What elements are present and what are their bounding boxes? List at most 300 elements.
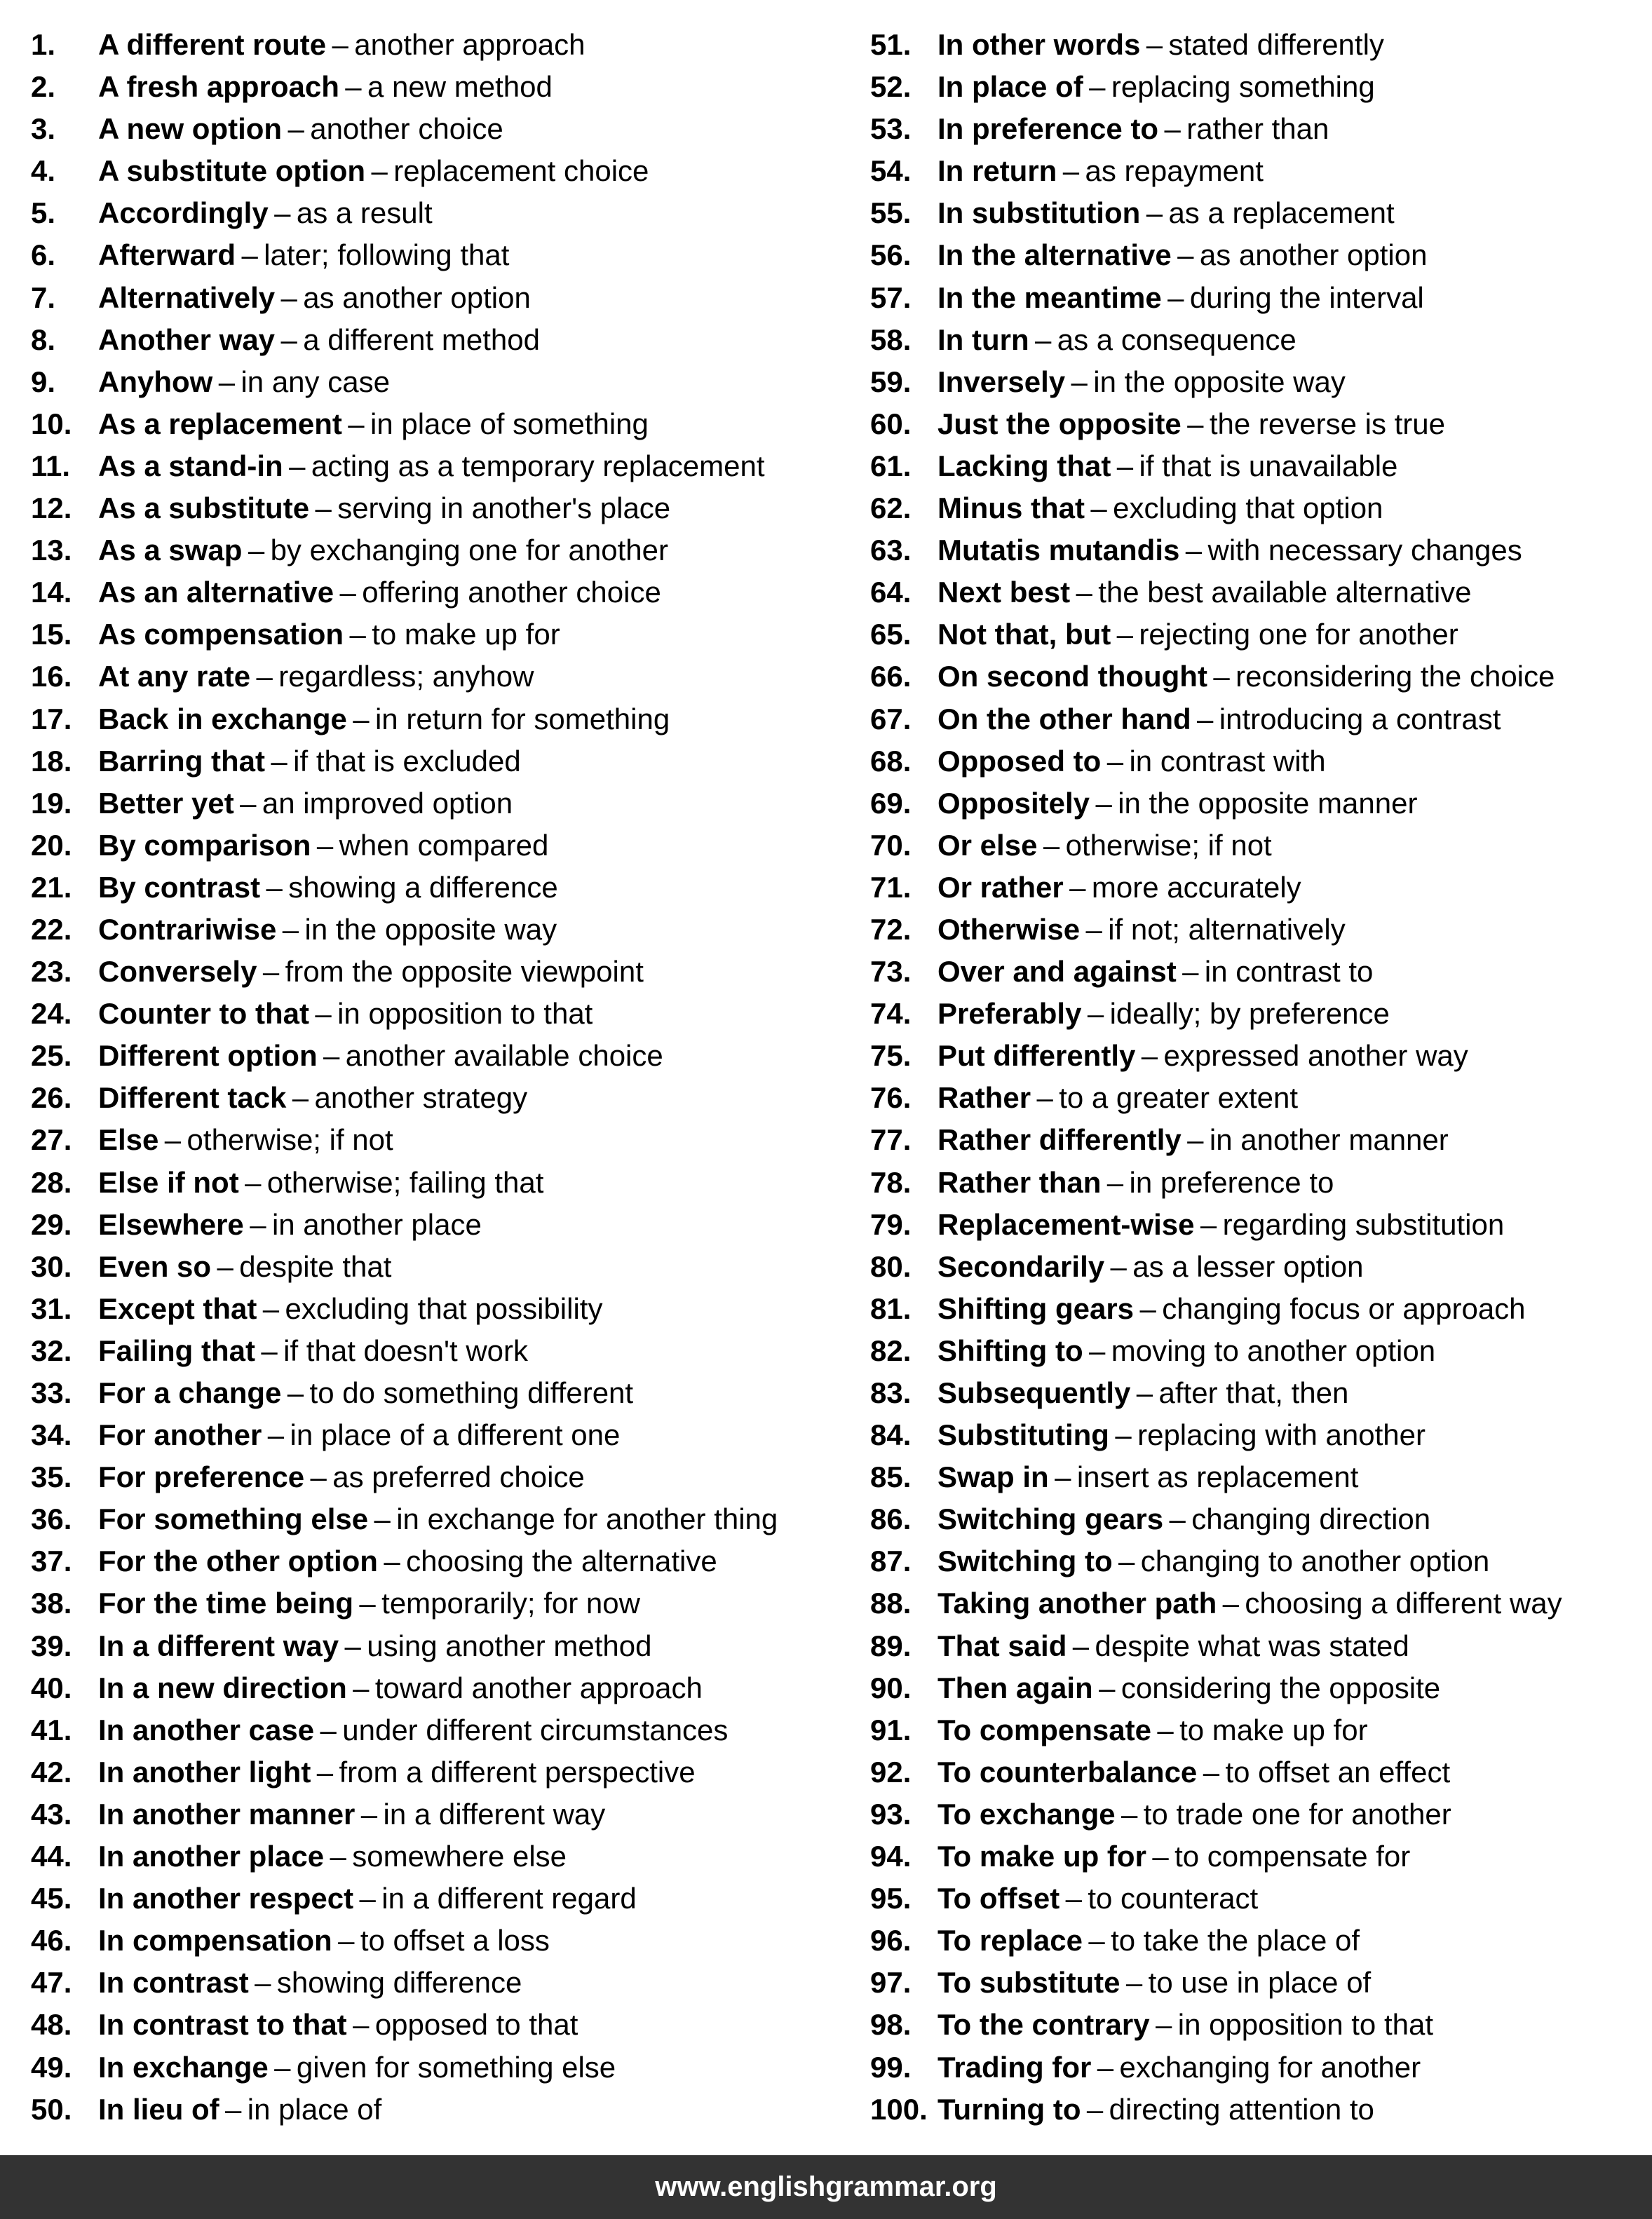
list-item xyxy=(870,2047,1641,2089)
item-text xyxy=(98,2047,616,2089)
item-text xyxy=(937,656,1555,698)
item-number: 52. xyxy=(870,70,912,104)
list-item xyxy=(870,571,1641,613)
item-number: 68. xyxy=(870,744,912,778)
item-separator: – xyxy=(1197,702,1214,735)
item-separator: – xyxy=(349,618,366,651)
item-term: Rather differently xyxy=(937,1123,1182,1157)
item-term: For the other option xyxy=(98,1545,378,1578)
item-term: Turning to xyxy=(937,2092,1081,2126)
item-number: 2. xyxy=(31,70,56,104)
item-definition: considering the opposite xyxy=(1120,1671,1441,1704)
item-text xyxy=(98,2004,578,2046)
item-number: 99. xyxy=(870,2050,912,2084)
list-item xyxy=(31,66,837,108)
item-term: Rather xyxy=(937,1081,1031,1115)
item-definition: offering another choice xyxy=(362,576,661,609)
item-definition: to compensate for xyxy=(1174,1840,1411,1873)
item-separator: – xyxy=(1187,407,1204,440)
item-definition: rather than xyxy=(1186,112,1329,146)
item-separator: – xyxy=(1185,534,1203,567)
item-separator: – xyxy=(245,1165,262,1199)
item-separator: – xyxy=(1089,1334,1106,1367)
item-text xyxy=(98,1119,393,1161)
list-item xyxy=(31,445,837,487)
item-number: 15. xyxy=(31,618,72,651)
item-term: To make up for xyxy=(937,1840,1146,1873)
item-text xyxy=(937,1582,1562,1624)
list-item xyxy=(870,825,1641,867)
list-item xyxy=(31,2089,837,2131)
item-term: To replace xyxy=(937,1924,1083,1957)
item-separator: – xyxy=(271,744,287,778)
item-separator: – xyxy=(1035,323,1052,356)
item-number: 86. xyxy=(870,1502,912,1536)
item-definition: in exchange for another thing xyxy=(396,1502,778,1536)
list-item xyxy=(870,1751,1641,1793)
footer-website: www.englishgrammar.org xyxy=(655,2171,997,2202)
item-text xyxy=(98,1456,585,1498)
item-number: 20. xyxy=(31,828,72,862)
item-text xyxy=(937,403,1445,445)
item-term: In place of xyxy=(937,70,1083,104)
list-item xyxy=(31,1835,837,1878)
list-item xyxy=(31,403,837,445)
item-definition: as preferred choice xyxy=(332,1460,585,1494)
item-separator: – xyxy=(348,407,365,440)
item-number: 75. xyxy=(870,1039,912,1073)
item-number: 62. xyxy=(870,491,912,525)
item-separator: – xyxy=(261,1334,278,1367)
item-term: For the time being xyxy=(98,1587,354,1620)
item-separator: – xyxy=(1097,2050,1114,2084)
item-text xyxy=(937,909,1346,951)
item-number: 9. xyxy=(31,365,56,398)
item-separator: – xyxy=(371,154,388,188)
item-term: In the alternative xyxy=(937,238,1172,272)
item-number: 21. xyxy=(31,870,72,904)
item-separator: – xyxy=(353,1671,370,1704)
item-text xyxy=(937,2089,1374,2131)
item-definition: an improved option xyxy=(262,786,513,820)
item-definition: the best available alternative xyxy=(1098,576,1472,609)
item-term: Substituting xyxy=(937,1418,1109,1452)
item-number: 12. xyxy=(31,491,72,525)
item-text xyxy=(937,150,1264,192)
item-term: Back in exchange xyxy=(98,702,347,735)
list-item xyxy=(31,1540,837,1582)
list-item xyxy=(31,2004,837,2046)
item-text xyxy=(98,740,521,782)
list-item xyxy=(31,1793,837,1835)
item-term: Except that xyxy=(98,1291,257,1325)
item-separator: – xyxy=(323,1039,340,1073)
list-item xyxy=(31,1709,837,1751)
item-definition: when compared xyxy=(339,828,549,862)
item-term: Replacement-wise xyxy=(937,1207,1195,1241)
item-separator: – xyxy=(1110,1249,1127,1283)
item-number: 14. xyxy=(31,576,72,609)
item-definition: if that is excluded xyxy=(293,744,521,778)
list-item xyxy=(870,2004,1641,2046)
list-item xyxy=(31,319,837,361)
item-term: Alternatively xyxy=(98,280,276,314)
item-definition: to offset a loss xyxy=(360,1924,550,1957)
item-separator: – xyxy=(1043,828,1060,862)
item-term: At any rate xyxy=(98,660,251,693)
item-term: Swap in xyxy=(937,1460,1049,1494)
item-number: 91. xyxy=(870,1713,912,1746)
item-definition: in another manner xyxy=(1209,1123,1449,1157)
item-number: 28. xyxy=(31,1165,72,1199)
list-item xyxy=(31,1625,837,1667)
item-separator: – xyxy=(1182,955,1199,989)
item-definition: another approach xyxy=(354,28,585,61)
item-text xyxy=(937,1288,1526,1330)
item-number: 39. xyxy=(31,1629,72,1662)
list-item xyxy=(31,108,837,150)
item-definition: to make up for xyxy=(372,618,560,651)
list-item xyxy=(870,1498,1641,1540)
item-text xyxy=(937,1878,1258,1920)
item-text xyxy=(937,1077,1298,1119)
item-term: On the other hand xyxy=(937,702,1191,735)
item-term: A substitute option xyxy=(98,154,366,188)
item-separator: – xyxy=(256,660,273,693)
list-item xyxy=(870,529,1641,571)
item-text xyxy=(98,613,560,656)
item-definition: in place of xyxy=(247,2092,382,2126)
item-number: 55. xyxy=(870,196,912,230)
item-definition: to trade one for another xyxy=(1143,1797,1451,1831)
item-text xyxy=(98,825,548,867)
item-text xyxy=(937,1667,1440,1709)
list-item xyxy=(31,1456,837,1498)
item-text xyxy=(98,2089,381,2131)
item-text xyxy=(98,1709,728,1751)
item-definition: by exchanging one for another xyxy=(270,534,668,567)
item-number: 54. xyxy=(870,154,912,188)
item-term: To substitute xyxy=(937,1966,1120,2000)
item-separator: – xyxy=(1121,1797,1138,1831)
item-text xyxy=(937,1751,1450,1793)
list-item xyxy=(31,1751,837,1793)
item-separator: – xyxy=(1116,618,1134,651)
item-term: For preference xyxy=(98,1460,305,1494)
item-number: 76. xyxy=(870,1081,912,1115)
item-separator: – xyxy=(1076,576,1092,609)
list-item xyxy=(870,951,1641,993)
item-term: Opposed to xyxy=(937,744,1102,778)
item-text xyxy=(98,234,509,276)
list-item xyxy=(31,487,837,529)
item-number: 66. xyxy=(870,660,912,693)
item-term: To the contrary xyxy=(937,2008,1150,2042)
item-text xyxy=(937,108,1329,150)
item-separator: – xyxy=(1106,1165,1124,1199)
item-term: Shifting to xyxy=(937,1334,1083,1367)
item-number: 97. xyxy=(870,1966,912,2000)
list-item xyxy=(31,1414,837,1456)
item-definition: the reverse is true xyxy=(1209,407,1445,440)
item-definition: as another option xyxy=(1199,238,1428,272)
item-number: 77. xyxy=(870,1123,912,1157)
list-item xyxy=(870,1246,1641,1288)
item-definition: as a lesser option xyxy=(1132,1249,1364,1283)
item-separator: – xyxy=(289,449,306,482)
item-term: In the meantime xyxy=(937,280,1162,314)
item-separator: – xyxy=(1106,744,1124,778)
item-definition: to counteract xyxy=(1088,1882,1259,1915)
item-separator: – xyxy=(1125,1966,1143,2000)
item-term: Switching gears xyxy=(937,1502,1164,1536)
item-separator: – xyxy=(1152,1840,1169,1873)
item-separator: – xyxy=(225,2092,242,2126)
list-item xyxy=(31,150,837,192)
item-text xyxy=(98,24,585,66)
item-text xyxy=(937,1625,1409,1667)
item-text xyxy=(98,993,593,1035)
item-text xyxy=(98,1835,567,1878)
item-number: 30. xyxy=(31,1249,72,1283)
item-definition: exchanging for another xyxy=(1119,2050,1421,2084)
item-separator: – xyxy=(1146,196,1163,230)
item-number: 81. xyxy=(870,1291,912,1325)
item-separator: – xyxy=(344,1629,361,1662)
item-separator: – xyxy=(339,576,356,609)
item-number: 53. xyxy=(870,112,912,146)
footer-bar xyxy=(0,2155,1652,2219)
item-separator: – xyxy=(280,323,297,356)
list-item xyxy=(870,1077,1641,1119)
item-text xyxy=(937,1835,1410,1878)
item-text xyxy=(98,1920,550,1962)
item-number: 32. xyxy=(31,1334,72,1367)
item-separator: – xyxy=(255,1966,271,2000)
item-text xyxy=(98,1246,391,1288)
item-term: To exchange xyxy=(937,1797,1116,1831)
list-item xyxy=(870,1540,1641,1582)
item-number: 13. xyxy=(31,534,72,567)
item-definition: in place of a different one xyxy=(290,1418,621,1452)
item-term: Rather than xyxy=(937,1165,1102,1199)
item-number: 59. xyxy=(870,365,912,398)
item-text xyxy=(937,698,1501,740)
item-separator: – xyxy=(1136,1376,1153,1409)
item-text xyxy=(937,571,1472,613)
item-number: 100. xyxy=(870,2092,928,2126)
item-separator: – xyxy=(1088,1924,1105,1957)
item-term: Better yet xyxy=(98,786,234,820)
item-definition: to make up for xyxy=(1179,1713,1368,1746)
item-separator: – xyxy=(374,1502,391,1536)
item-separator: – xyxy=(248,534,265,567)
item-definition: in any case xyxy=(241,365,390,398)
item-number: 22. xyxy=(31,912,72,946)
item-term: In exchange xyxy=(98,2050,269,2084)
item-text xyxy=(98,319,540,361)
list-item xyxy=(31,1119,837,1161)
list-item xyxy=(870,1962,1641,2004)
item-definition: using another method xyxy=(367,1629,652,1662)
item-text xyxy=(98,1162,543,1204)
list-item xyxy=(870,1414,1641,1456)
item-separator: – xyxy=(1169,1502,1186,1536)
item-separator: – xyxy=(353,2008,370,2042)
item-number: 74. xyxy=(870,997,912,1031)
item-number: 70. xyxy=(870,828,912,862)
item-term: Afterward xyxy=(98,238,236,272)
item-definition: given for something else xyxy=(296,2050,616,2084)
list-item xyxy=(31,613,837,656)
item-separator: – xyxy=(1200,1207,1217,1241)
list-item xyxy=(870,1372,1641,1414)
item-term: Subsequently xyxy=(937,1376,1131,1409)
list-item xyxy=(870,66,1641,108)
item-text xyxy=(937,740,1326,782)
list-item xyxy=(870,613,1641,656)
item-separator: – xyxy=(262,955,280,989)
item-separator: – xyxy=(1177,238,1194,272)
item-text xyxy=(98,445,765,487)
list-item xyxy=(870,234,1641,276)
list-item xyxy=(31,993,837,1035)
item-text xyxy=(937,2004,1433,2046)
left-column xyxy=(31,24,837,2131)
item-separator: – xyxy=(316,828,334,862)
item-number: 80. xyxy=(870,1249,912,1283)
item-definition: in opposition to that xyxy=(337,997,593,1031)
item-definition: in the opposite way xyxy=(1093,365,1346,398)
list-item xyxy=(31,192,837,234)
list-item xyxy=(870,150,1641,192)
item-definition: somewhere else xyxy=(352,1840,567,1873)
item-separator: – xyxy=(1116,449,1134,482)
item-separator: – xyxy=(287,112,304,146)
list-item xyxy=(870,319,1641,361)
item-number: 69. xyxy=(870,786,912,820)
item-definition: another strategy xyxy=(314,1081,528,1115)
list-item xyxy=(31,1246,837,1288)
item-number: 36. xyxy=(31,1502,72,1536)
list-item xyxy=(31,740,837,782)
list-item xyxy=(31,1962,837,2004)
item-term: Even so xyxy=(98,1249,212,1283)
item-definition: regardless; anyhow xyxy=(278,660,534,693)
list-item xyxy=(870,108,1641,150)
item-term: For another xyxy=(98,1418,262,1452)
item-separator: – xyxy=(1055,1460,1071,1494)
item-separator: – xyxy=(1099,1671,1116,1704)
item-separator: – xyxy=(1089,70,1106,104)
item-number: 26. xyxy=(31,1081,72,1115)
item-separator: – xyxy=(1071,365,1088,398)
item-term: As a substitute xyxy=(98,491,310,525)
item-definition: otherwise; if not xyxy=(187,1123,393,1157)
item-text xyxy=(98,361,390,403)
item-definition: in return for something xyxy=(374,702,670,735)
item-text xyxy=(98,1625,652,1667)
list-item xyxy=(870,1793,1641,1835)
item-text xyxy=(937,1372,1348,1414)
item-number: 44. xyxy=(31,1840,72,1873)
item-definition: in a different way xyxy=(383,1797,606,1831)
item-definition: during the interval xyxy=(1189,280,1424,314)
item-term: Over and against xyxy=(937,955,1177,989)
item-term: Secondarily xyxy=(937,1249,1105,1283)
item-definition: introducing a contrast xyxy=(1219,702,1501,735)
item-text xyxy=(937,2047,1421,2089)
item-separator: – xyxy=(250,1207,266,1241)
item-text xyxy=(937,1456,1358,1498)
item-term: Taking another path xyxy=(937,1587,1217,1620)
item-separator: – xyxy=(274,196,291,230)
list-item xyxy=(870,361,1641,403)
item-text xyxy=(98,1077,527,1119)
item-term: Inversely xyxy=(937,365,1066,398)
item-definition: in the opposite manner xyxy=(1118,786,1418,820)
item-number: 5. xyxy=(31,196,56,230)
item-text xyxy=(937,1793,1451,1835)
item-separator: – xyxy=(359,1587,376,1620)
item-term: In other words xyxy=(937,28,1141,61)
item-term: Contrariwise xyxy=(98,912,277,946)
item-number: 33. xyxy=(31,1376,72,1409)
item-term: Preferably xyxy=(937,997,1082,1031)
item-term: Barring that xyxy=(98,744,266,778)
item-separator: – xyxy=(1213,660,1230,693)
item-number: 47. xyxy=(31,1966,72,2000)
item-separator: – xyxy=(316,1755,334,1789)
list-item xyxy=(31,1035,837,1077)
list-item xyxy=(870,1667,1641,1709)
item-definition: acting as a temporary replacement xyxy=(311,449,765,482)
item-text xyxy=(937,1246,1363,1288)
item-text xyxy=(937,487,1383,529)
item-number: 64. xyxy=(870,576,912,609)
item-text xyxy=(98,529,668,571)
list-item xyxy=(31,1288,837,1330)
item-definition: under different circumstances xyxy=(342,1713,729,1746)
list-item xyxy=(870,403,1641,445)
item-separator: – xyxy=(1141,1039,1158,1073)
item-definition: later; following that xyxy=(264,238,510,272)
item-term: As compensation xyxy=(98,618,344,651)
item-number: 16. xyxy=(31,660,72,693)
item-term: Next best xyxy=(937,576,1071,609)
item-separator: – xyxy=(240,786,257,820)
list-item xyxy=(870,1878,1641,1920)
item-definition: in opposition to that xyxy=(1177,2008,1433,2042)
item-text xyxy=(98,403,649,445)
item-term: Shifting gears xyxy=(937,1291,1135,1325)
item-separator: – xyxy=(1095,786,1112,820)
item-term: Put differently xyxy=(937,1039,1136,1073)
item-text xyxy=(937,1330,1435,1372)
item-term: Elsewhere xyxy=(98,1207,244,1241)
item-term: In another manner xyxy=(98,1797,356,1831)
list-item xyxy=(870,1288,1641,1330)
item-number: 43. xyxy=(31,1797,72,1831)
item-term: Just the opposite xyxy=(937,407,1182,440)
item-number: 24. xyxy=(31,997,72,1031)
item-definition: changing focus or approach xyxy=(1162,1291,1526,1325)
list-item xyxy=(870,1835,1641,1878)
item-term: As a replacement xyxy=(98,407,342,440)
item-term: Different tack xyxy=(98,1081,287,1115)
item-number: 31. xyxy=(31,1291,72,1325)
item-text xyxy=(98,1582,640,1624)
